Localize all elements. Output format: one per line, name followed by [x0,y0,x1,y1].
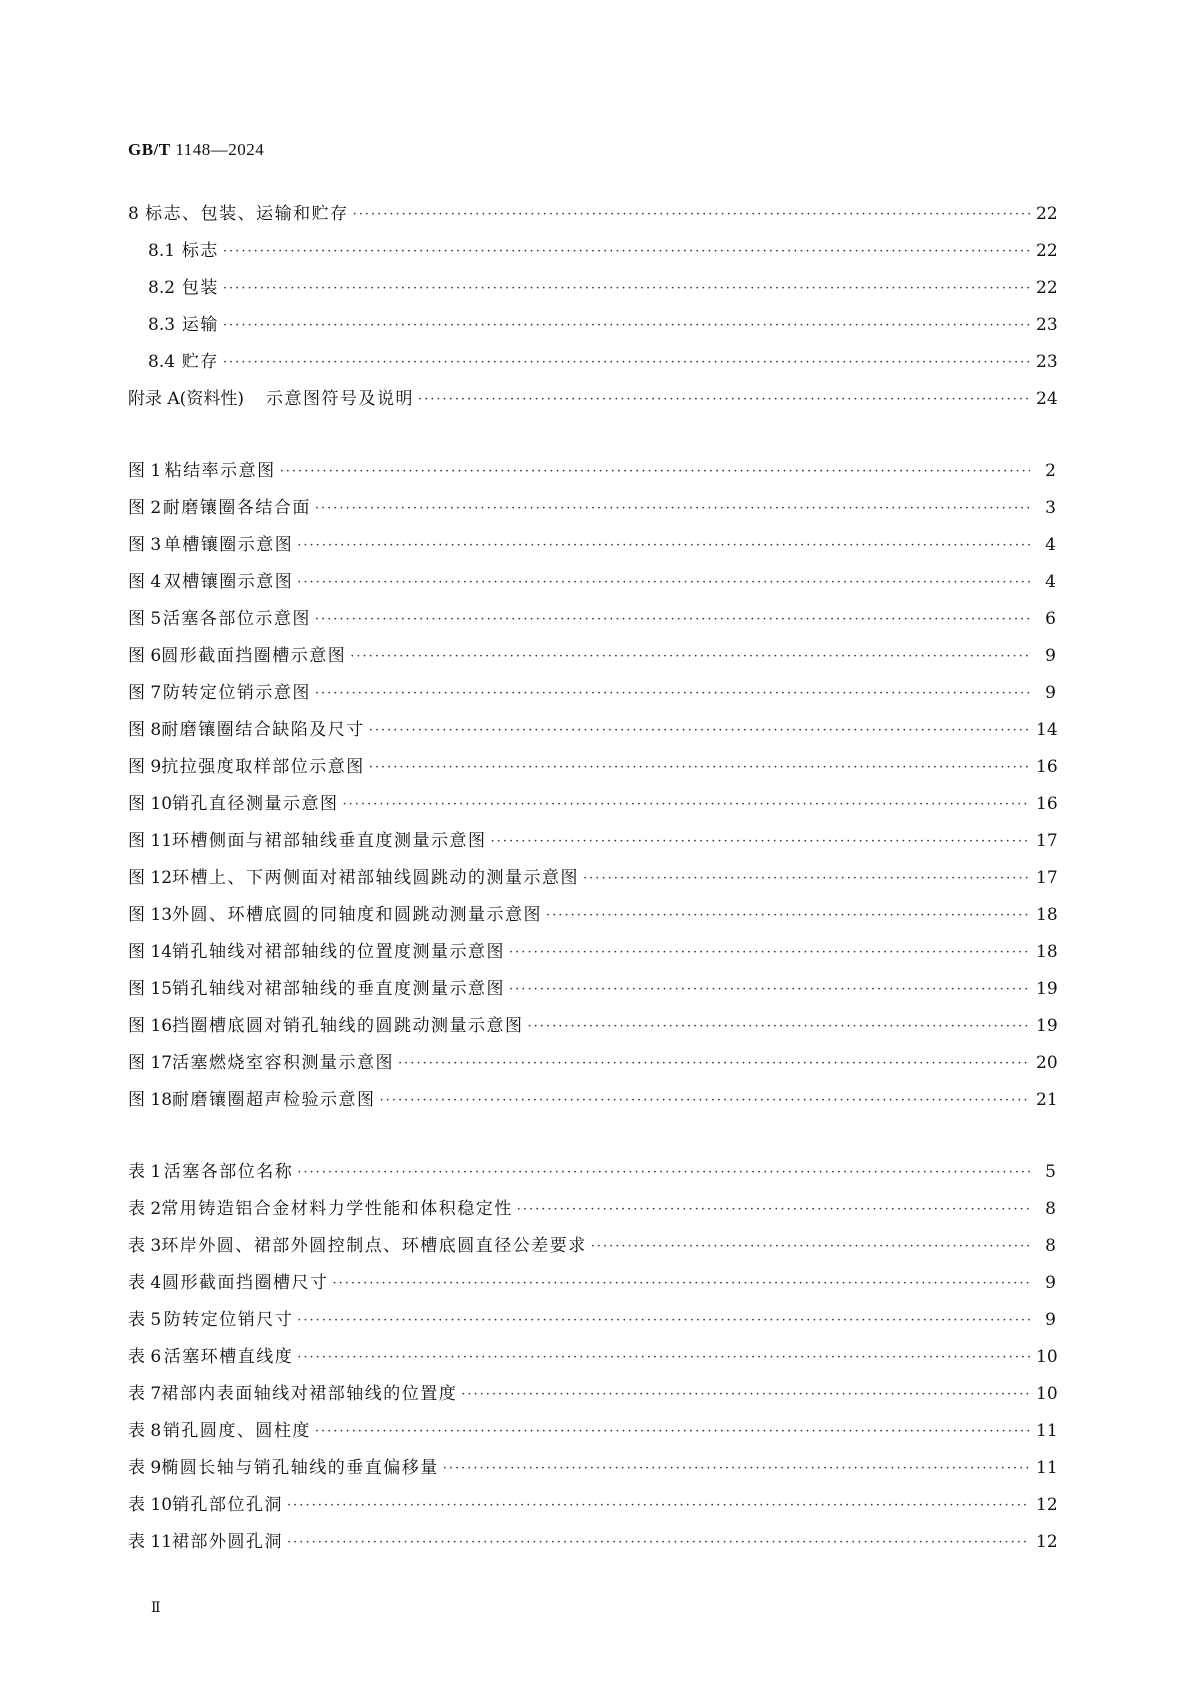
entry-title: 包装 [181,278,219,298]
entry-page-number: 4 [1045,572,1056,592]
figure-entry[interactable] [128,1082,1056,1119]
dot-leader [509,971,1030,1008]
dot-leader [591,1228,1030,1265]
standard-number: 1148—2024 [175,140,265,159]
dot-leader [461,1376,1030,1413]
entry-title: 环槽上、下两侧面对裙部轴线圆跳动的测量示意图 [172,868,580,888]
entry-title: 活塞环槽直线度 [163,1347,294,1367]
figure-entry[interactable] [128,971,1056,1008]
entry-number: 图 14 [128,942,173,962]
dot-leader [583,860,1030,897]
entry-page-number: 22 [1036,278,1058,298]
entry-title: 圆形截面挡圈槽示意图 [161,646,347,666]
figure-entry[interactable] [128,786,1056,823]
toc-entry[interactable] [128,307,1056,344]
entry-page-number: 9 [1045,1273,1056,1293]
entry-title: 活塞各部位名称 [163,1162,294,1182]
entry-page-number: 22 [1036,204,1058,224]
entry-page-number: 10 [1036,1384,1058,1404]
entry-title: 销孔轴线对裙部轴线的垂直度测量示意图 [172,979,506,999]
entry-page-number: 19 [1036,1016,1058,1036]
dot-leader [528,1008,1030,1045]
table-entry[interactable] [128,1191,1056,1228]
toc-entry[interactable] [128,381,1056,418]
dot-leader [297,564,1030,601]
entry-page-number: 19 [1036,979,1058,999]
entry-title: 粘结率示意图 [164,461,276,481]
entry-page-number: 22 [1036,241,1058,261]
dot-leader [280,453,1030,490]
entry-page-number: 23 [1036,315,1058,335]
entry-title: 运输 [181,315,219,335]
page-number-footer: Ⅱ [151,1600,161,1616]
toc-entry[interactable] [128,196,1056,233]
table-entry[interactable] [128,1302,1056,1339]
entry-page-number: 9 [1045,683,1056,703]
entry-title: 标志 [181,241,219,261]
entry-number: 表 1 [128,1162,162,1182]
entry-number: 图 5 [128,609,162,629]
entry-number: 表 2 [128,1199,162,1219]
figure-entry[interactable] [128,934,1056,971]
entry-number: 图 15 [128,979,173,999]
entry-number: 8.2 [148,278,176,298]
figure-entry[interactable] [128,712,1056,749]
figure-entry[interactable] [128,564,1056,601]
dot-leader [315,490,1030,527]
toc-entry[interactable] [128,344,1056,381]
entry-title: 标志、包装、运输和贮存 [145,204,349,224]
entry-title: 耐磨镶圈各结合面 [162,498,311,518]
toc-entry[interactable] [128,233,1056,270]
entry-page-number: 2 [1045,461,1056,481]
entry-title: 耐磨镶圈超声检验示意图 [172,1090,376,1110]
table-entry[interactable] [128,1376,1056,1413]
figure-entry[interactable] [128,601,1056,638]
entry-number: 表 7 [128,1384,162,1404]
entry-title: 防转定位销尺寸 [163,1310,294,1330]
entry-number: 图 1 [128,461,162,481]
table-entry[interactable] [128,1524,1056,1561]
dot-leader [287,1524,1030,1561]
dot-leader [287,1487,1030,1524]
dot-leader [223,344,1030,381]
entry-page-number: 10 [1036,1347,1058,1367]
entry-page-number: 18 [1036,905,1058,925]
entry-title: 外圆、环槽底圆的同轴度和圆跳动测量示意图 [172,905,543,925]
entry-number: 8.1 [148,241,176,261]
entry-title: 裙部内表面轴线对裙部轴线的位置度 [161,1384,458,1404]
figure-entry[interactable] [128,823,1056,860]
entry-number: 表 6 [128,1347,162,1367]
entry-number: 图 18 [128,1090,173,1110]
figure-entry[interactable] [128,897,1056,934]
table-entry[interactable] [128,1487,1056,1524]
toc-entry[interactable] [128,270,1056,307]
dot-leader [517,1191,1030,1228]
dot-leader [443,1450,1030,1487]
figure-entry[interactable] [128,527,1056,564]
entry-title: 活塞各部位示意图 [162,609,311,629]
entry-number: 图 3 [128,535,162,555]
entry-title: 销孔圆度、圆柱度 [162,1421,311,1441]
entry-page-number: 18 [1036,942,1058,962]
table-entry[interactable] [128,1339,1056,1376]
entry-number: 表 10 [128,1495,173,1515]
figure-entry[interactable] [128,860,1056,897]
figure-entry[interactable] [128,1045,1056,1082]
dot-leader [297,527,1030,564]
entry-number: 表 4 [128,1273,162,1293]
entry-page-number: 9 [1045,646,1056,666]
figure-entry[interactable] [128,1008,1056,1045]
entry-page-number: 23 [1036,352,1058,372]
dot-leader [297,1302,1030,1339]
entry-number: 图 16 [128,1016,173,1036]
entry-page-number: 5 [1045,1162,1056,1182]
entry-number: 图 7 [128,683,162,703]
entry-title: 圆形截面挡圈槽尺寸 [162,1273,329,1293]
entry-title: 环槽侧面与裙部轴线垂直度测量示意图 [172,831,487,851]
table-entry[interactable] [128,1154,1056,1191]
entry-number: 图 6 [128,646,162,666]
entry-number: 图 12 [128,868,173,888]
dot-leader [223,307,1030,344]
dot-leader [509,934,1030,971]
entry-number: 图 17 [128,1053,173,1073]
dot-leader [297,1339,1030,1376]
entry-page-number: 17 [1036,868,1058,888]
dot-leader [418,381,1030,418]
dot-leader [223,233,1030,270]
entry-page-number: 8 [1045,1236,1056,1256]
entry-number: 表 5 [128,1310,162,1330]
entry-page-number: 3 [1045,498,1056,518]
dot-leader [491,823,1030,860]
entry-number: 图 2 [128,498,162,518]
entry-page-number: 12 [1036,1532,1058,1552]
dot-leader [343,786,1030,823]
entry-page-number: 11 [1036,1421,1058,1441]
entry-page-number: 17 [1036,831,1058,851]
table-entry[interactable] [128,1265,1056,1302]
entry-page-number: 8 [1045,1199,1056,1219]
entry-title: 耐磨镶圈结合缺陷及尺寸 [161,720,365,740]
dot-leader [315,675,1030,712]
entry-number: 8 [128,204,139,224]
figure-entry[interactable] [128,453,1056,490]
figure-entry[interactable] [128,490,1056,527]
entry-number: 图 4 [128,572,162,592]
entry-number: 表 11 [128,1532,173,1552]
entry-number: 8.4 [148,352,176,372]
entry-number: 附录 A(资料性) [128,389,244,409]
entry-number: 表 8 [128,1421,162,1441]
dot-leader [297,1154,1030,1191]
dot-leader [353,196,1030,233]
entry-title: 双槽镶圈示意图 [163,572,294,592]
dot-leader [350,638,1030,675]
entry-number: 表 3 [128,1236,162,1256]
entry-title: 销孔直径测量示意图 [172,794,339,814]
dot-leader [315,1413,1030,1450]
entry-title: 挡圈槽底圆对销孔轴线的圆跳动测量示意图 [172,1016,524,1036]
entry-title: 活塞燃烧室容积测量示意图 [172,1053,395,1073]
entry-page-number: 12 [1036,1495,1058,1515]
dot-leader [380,1082,1030,1119]
entry-number: 表 9 [128,1458,162,1478]
entry-page-number: 9 [1045,1310,1056,1330]
entry-number: 图 11 [128,831,173,851]
dot-leader [398,1045,1030,1082]
dot-leader [369,712,1030,749]
entry-title: 销孔部位孔洞 [172,1495,284,1515]
entry-number: 8.3 [148,315,176,335]
table-entry[interactable] [128,1228,1056,1265]
figure-entry[interactable] [128,749,1056,786]
dot-leader [333,1265,1031,1302]
entry-title: 贮存 [181,352,219,372]
figure-entry[interactable] [128,638,1056,675]
entry-number: 图 9 [128,757,162,777]
entry-number: 图 10 [128,794,173,814]
entry-title: 裙部外圆孔洞 [172,1532,284,1552]
table-entry[interactable] [128,1413,1056,1450]
entry-title: 抗拉强度取样部位示意图 [161,757,365,777]
entry-number: 图 13 [128,905,173,925]
entry-title: 示意图符号及说明 [265,389,414,409]
entry-title: 环岸外圆、裙部外圆控制点、环槽底圆直径公差要求 [161,1236,587,1256]
entry-title: 椭圆长轴与销孔轴线的垂直偏移量 [161,1458,439,1478]
entry-title: 常用铸造铝合金材料力学性能和体积稳定性 [161,1199,513,1219]
entry-number: 图 8 [128,720,162,740]
dot-leader [369,749,1030,786]
dot-leader [546,897,1030,934]
table-entry[interactable] [128,1450,1056,1487]
entry-title: 单槽镶圈示意图 [163,535,294,555]
entry-title: 防转定位销示意图 [162,683,311,703]
dot-leader [315,601,1030,638]
entry-page-number: 11 [1036,1458,1058,1478]
entry-page-number: 24 [1036,389,1058,409]
standard-header [128,140,264,160]
entry-page-number: 21 [1036,1090,1058,1110]
figure-entry[interactable] [128,675,1056,712]
table-of-contents [128,196,1056,1561]
entry-page-number: 14 [1036,720,1058,740]
entry-page-number: 4 [1045,535,1056,555]
entry-title: 销孔轴线对裙部轴线的位置度测量示意图 [172,942,506,962]
entry-page-number: 6 [1045,609,1056,629]
entry-page-number: 16 [1036,794,1058,814]
dot-leader [223,270,1030,307]
standard-code: GB/T [128,140,171,159]
entry-page-number: 16 [1036,757,1058,777]
entry-page-number: 20 [1036,1053,1058,1073]
